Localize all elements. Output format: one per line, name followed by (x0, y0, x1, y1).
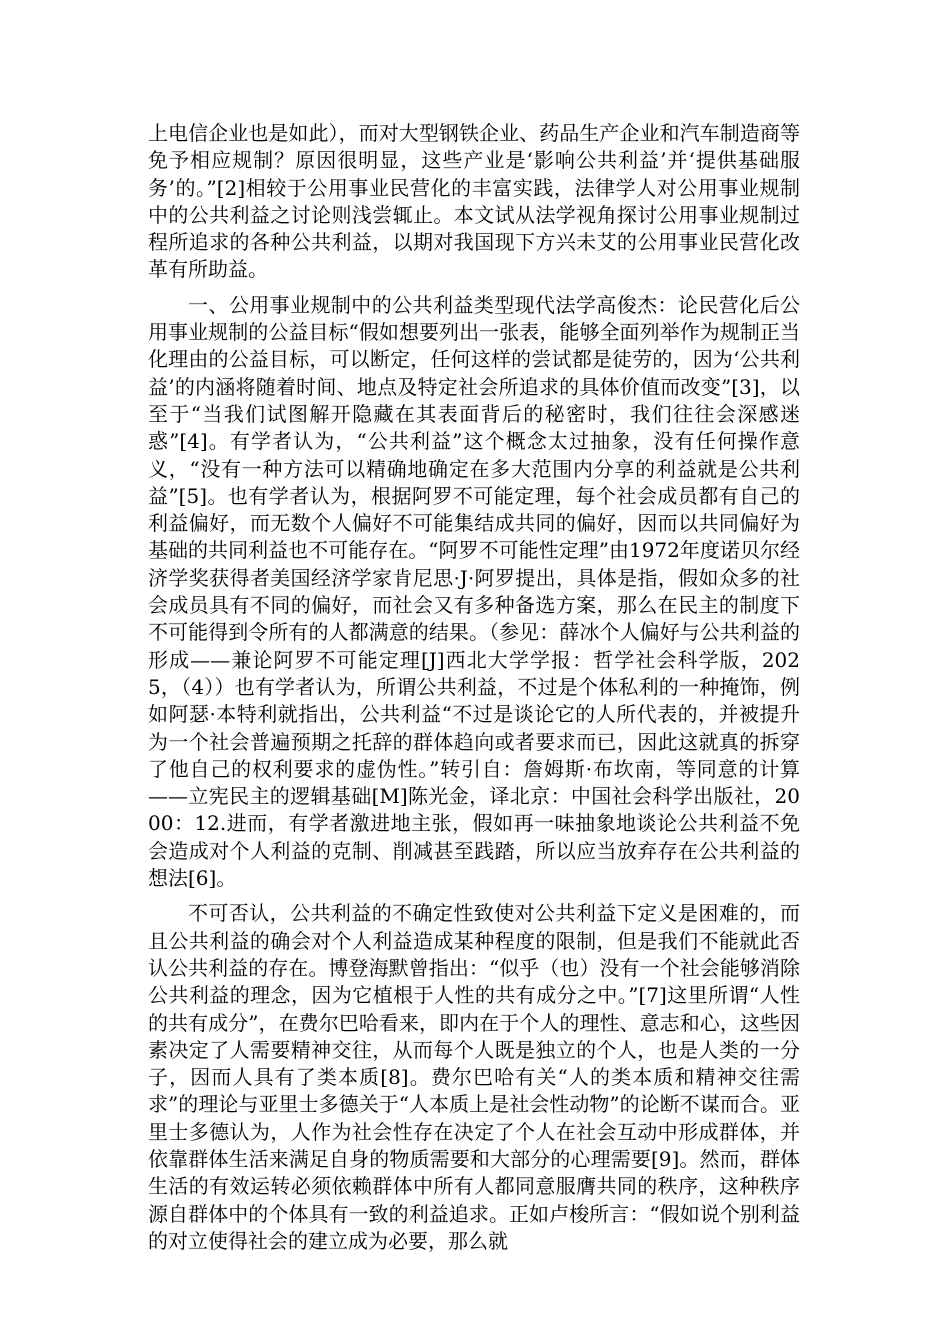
paragraph-section-one: 一、公用事业规制中的公共利益类型现代法学高俊杰：论民营化后公用事业规制的公益目标“假如想要列出一张表，能够全面列举作为规制正当化理由的公益目标，可以断定，任何这样的尝试都是徒劳的，因为‘公共利益’的内涵将随着时间、地点及特定社会所追求的具体价值而改变”[3]，以至于“当我们试图解开隐藏在其表面背后的秘密时，我们往往会深感迷惑”[4]。有学者认为，“公共利益”这个概念太过抽象，没有任何操作意义，“没有一种方法可以精确地确定在多大范围内分享的利益就是公共利益”[5]。也有学者认为，根据阿罗不可能定理，每个社会成员都有自己的利益偏好，而无数个人偏好不可能集结成共同的偏好，因而以共同偏好为基础的共同利益也不可能存在。“阿罗不可能性定理”由1972年度诺贝尔经济学奖获得者美国经济学家肯尼思·J·阿罗提出，具体是指，假如众多的社会成员具有不同的偏好，而社会又有多种备选方案，那么在民主的制度下不可能得到令所有的人都满意的结果。（参见：薛冰个人偏好与公共利益的形成——兼论阿罗不可能定理[J]西北大学学报：哲学社会科学版，2025，（4））也有学者认为，所谓公共利益，不过是个体私利的一种掩饰，例如阿瑟·本特利就指出，公共利益“不过是谈论它的人所代表的，并被提升为一个社会普遍预期之托辞的群体趋向或者要求而已，因此这就真的拆穿了他自己的权利要求的虚伪性。”转引自：詹姆斯·布坎南，等同意的计算——立宪民主的逻辑基础[M]陈光金，译北京：中国社会科学出版社，2000：12.进而，有学者激进地主张，假如再一味抽象地谈论公共利益不免会造成对个人利益的克制、削减甚至践踏，所以应当放弃存在公共利益的想法[6]。 (148, 292, 800, 891)
document-page (148, 120, 800, 1255)
paragraph-public-interest: 不可否认，公共利益的不确定性致使对公共利益下定义是困难的，而且公共利益的确会对个人利益造成某种程度的限制，但是我们不能就此否认公共利益的存在。博登海默曾指出：“似乎（也）没有一个社会能够消除公共利益的理念，因为它植根于人性的共有成分之中。”[7]这里所谓“人性的共有成分”，在费尔巴哈看来，即内在于个人的理性、意志和心，这些因素决定了人需要精神交往，从而每个人既是独立的个人，也是人类的一分子，因而人具有了类本质[8]。费尔巴哈有关“人的类本质和精神交往需求”的理论与亚里士多德关于“人本质上是社会性动物”的论断不谋而合。亚里士多德认为，人作为社会性存在决定了个人在社会互动中形成群体，并依靠群体生活来满足自身的物质需要和大部分的心理需要[9]。然而，群体生活的有效运转必须依赖群体中所有人都同意服膺共同的秩序，这种秩序源自群体中的个体具有一致的利益追求。正如卢梭所言：“假如说个别利益的对立使得社会的建立成为必要，那么就 (148, 901, 800, 1253)
paragraph-continuation: 上电信企业也是如此），而对大型钢铁企业、药品生产企业和汽车制造商等免予相应规制？原因很明显，这些产业是‘影响公共利益’并‘提供基础服务’的。”[2]相较于公用事业民营化的丰富实践，法律学人对公用事业规制中的公共利益之讨论则浅尝辄止。本文试从法学视角探讨公用事业规制过程所追求的各种公共利益，以期对我国现下方兴未艾的公用事业民营化改革有所助益。 (148, 121, 800, 282)
